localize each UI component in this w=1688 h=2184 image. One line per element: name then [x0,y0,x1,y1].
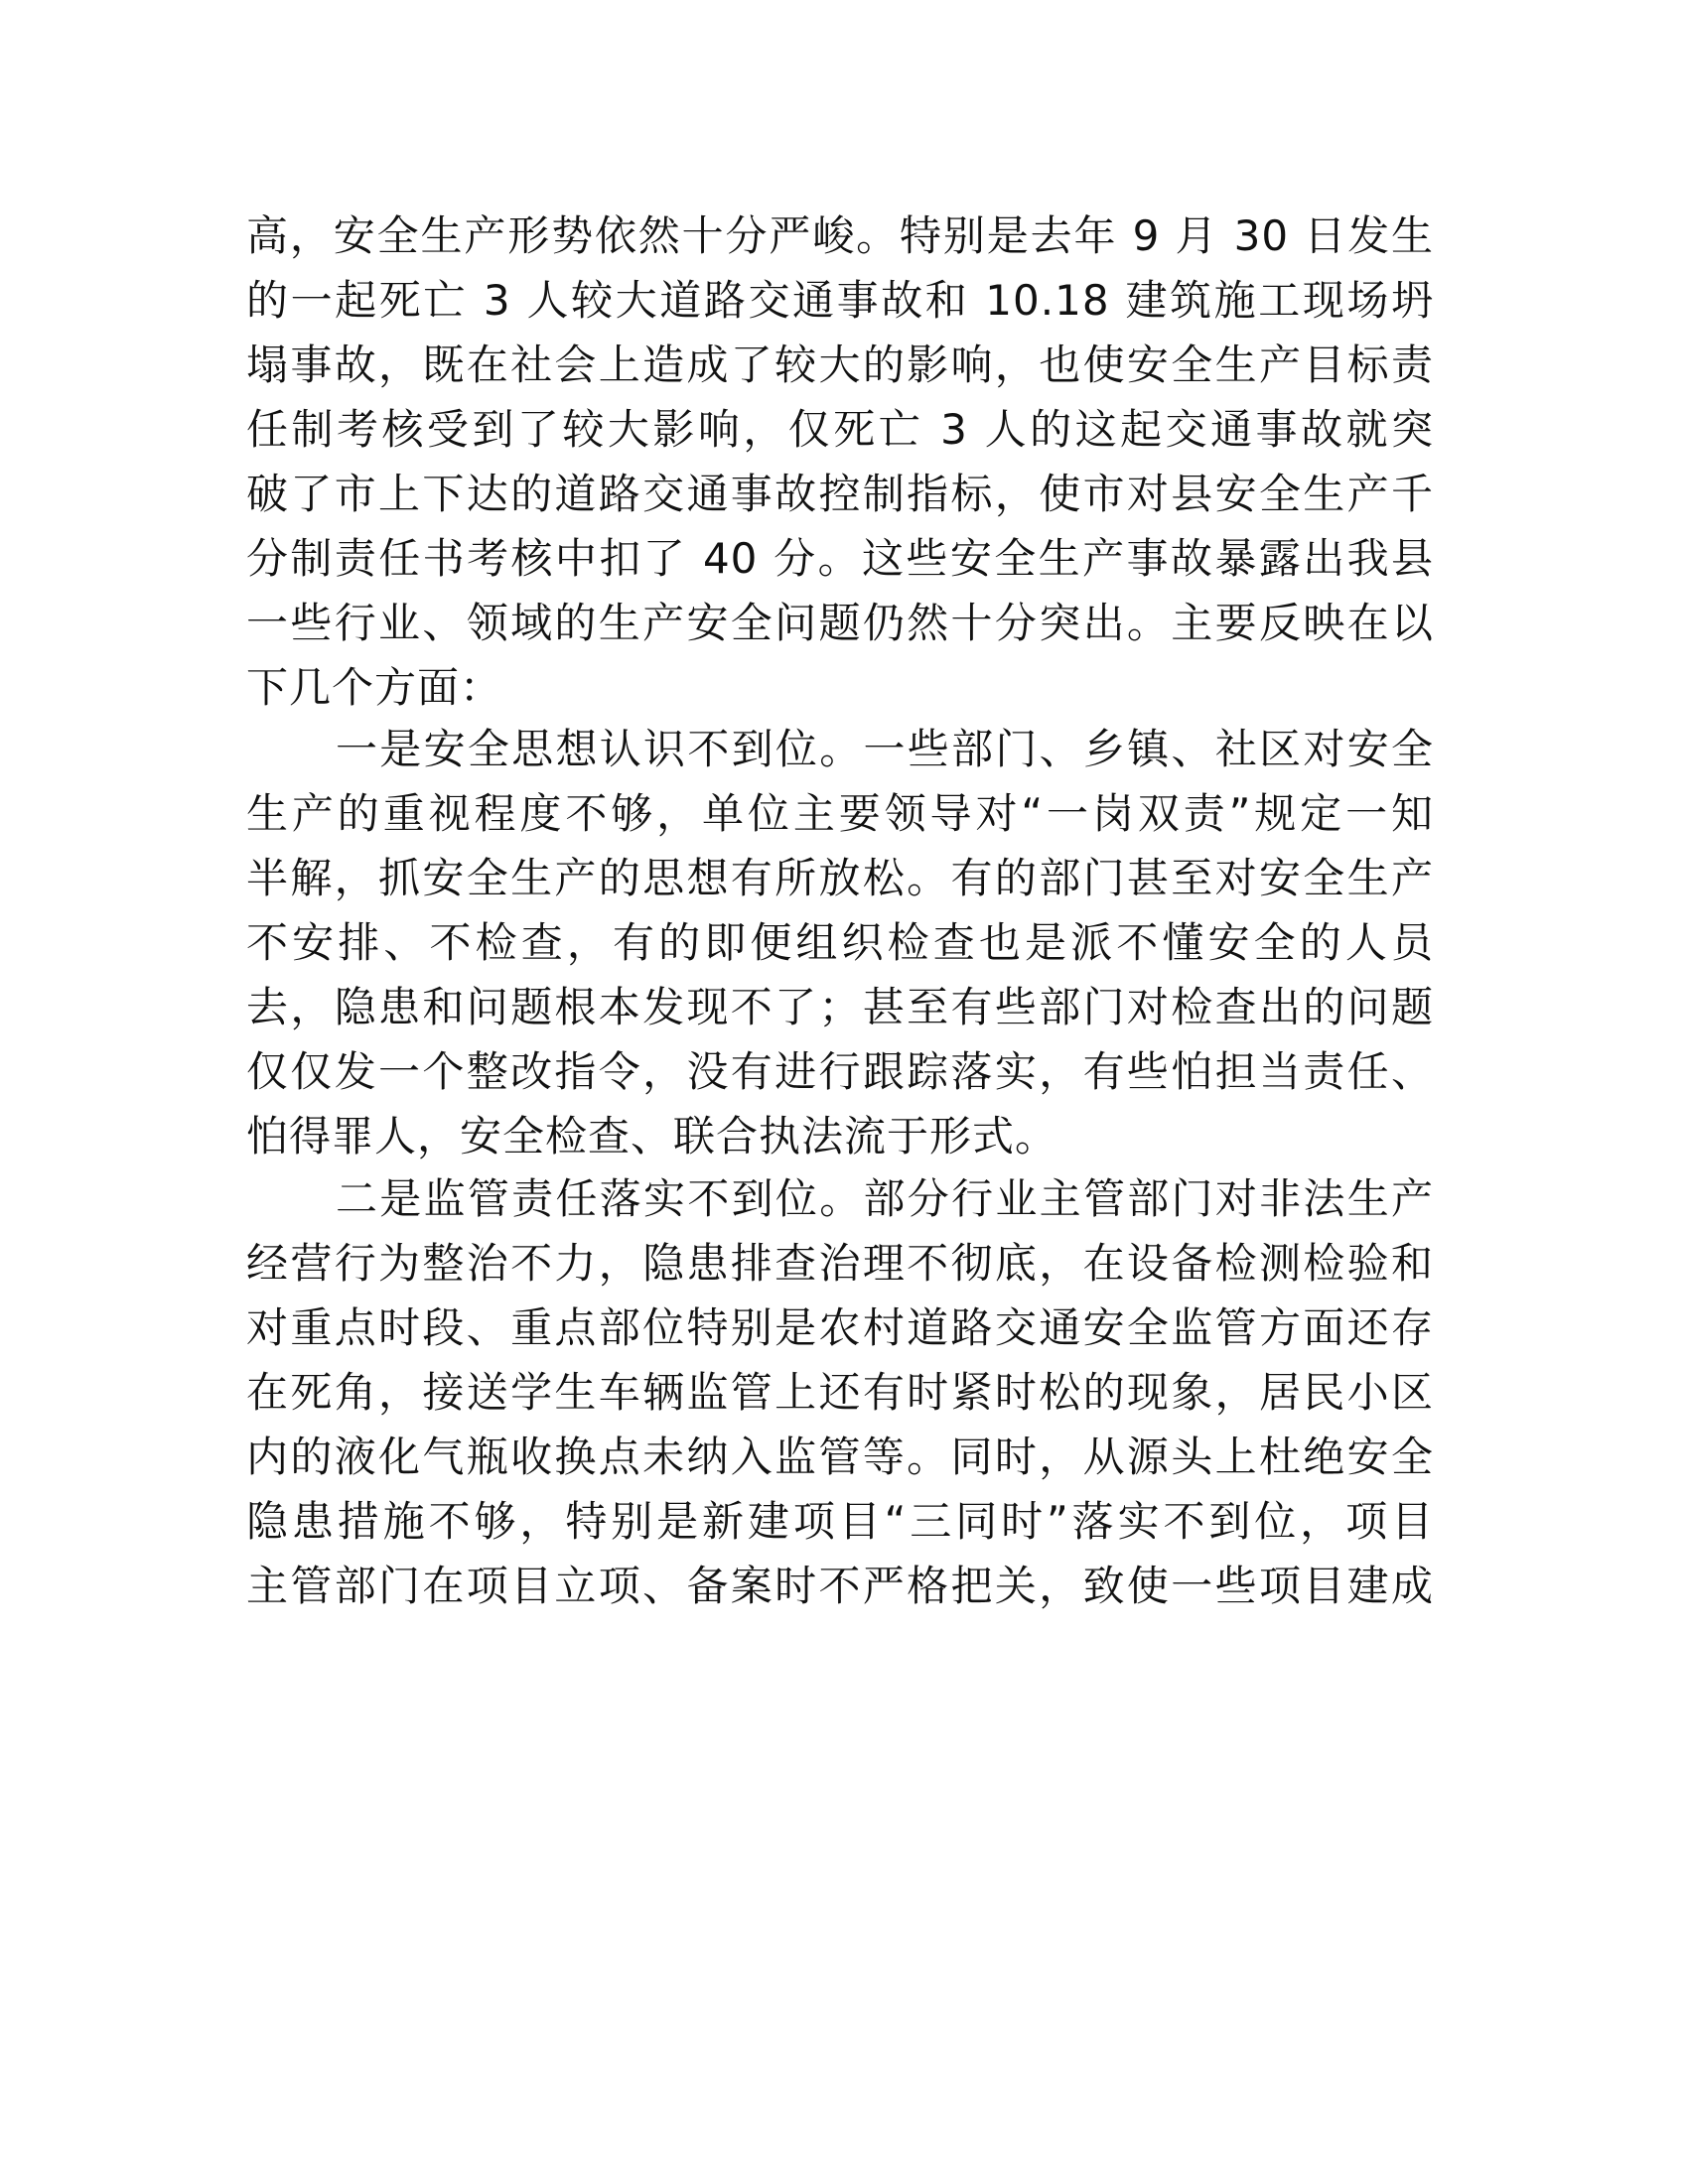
text-line: 的一起死亡 3 人较大道路交通事故和 10.18 建筑施工现场坍 [246,276,1434,325]
text-line: 不安排、不检查，有的即便组织检查也是派不懂安全的人员 [246,918,1434,967]
text-line: 去，隐患和问题根本发现不了；甚至有些部门对检查出的问题 [246,983,1434,1031]
text-line: 对重点时段、重点部位特别是农村道路交通安全监管方面还存 [246,1303,1434,1352]
text-line: 经营行为整治不力，隐患排查治理不彻底，在设备检测检验和 [246,1239,1434,1288]
text-line: 破了市上下达的道路交通事故控制指标，使市对县安全生产千 [246,470,1434,518]
text-line: 二是监管责任落实不到位。部分行业主管部门对非法生产 [336,1174,1434,1223]
paragraph-3 [246,1166,1434,1618]
text-line: 生产的重视程度不够，单位主要领导对“一岗双责”规定一知 [246,789,1434,838]
text-line: 一些行业、领域的生产安全问题仍然十分突出。主要反映在以 [246,599,1434,647]
paragraph-2 [246,717,1434,1168]
text-line: 内的液化气瓶收换点未纳入监管等。同时，从源头上杜绝安全 [246,1433,1434,1481]
text-line: 下几个方面： [246,663,503,712]
text-line: 在死角，接送学生车辆监管上还有时紧时松的现象，居民小区 [246,1368,1434,1417]
text-line: 任制考核受到了较大影响，仅死亡 3 人的这起交通事故就突 [246,405,1434,454]
text-line: 仅仅发一个整改指令，没有进行跟踪落实，有些怕担当责任、 [246,1047,1434,1096]
text-line: 高，安全生产形势依然十分严峻。特别是去年 9 月 30 日发生 [246,211,1434,260]
paragraph-1 [246,204,1434,720]
text-line: 分制责任书考核中扣了 40 分。这些安全生产事故暴露出我县 [246,534,1434,583]
text-line: 隐患措施不够，特别是新建项目“三同时”落实不到位，项目 [246,1497,1434,1546]
text-line: 怕得罪人，安全检查、联合执法流于形式。 [246,1112,1058,1160]
text-line: 塌事故，既在社会上造成了较大的影响，也使安全生产目标责 [246,341,1434,389]
text-line: 一是安全思想认识不到位。一些部门、乡镇、社区对安全 [336,725,1434,773]
text-line: 半解，抓安全生产的思想有所放松。有的部门甚至对安全生产 [246,854,1434,902]
text-line: 主管部门在项目立项、备案时不严格把关，致使一些项目建成 [246,1562,1434,1610]
